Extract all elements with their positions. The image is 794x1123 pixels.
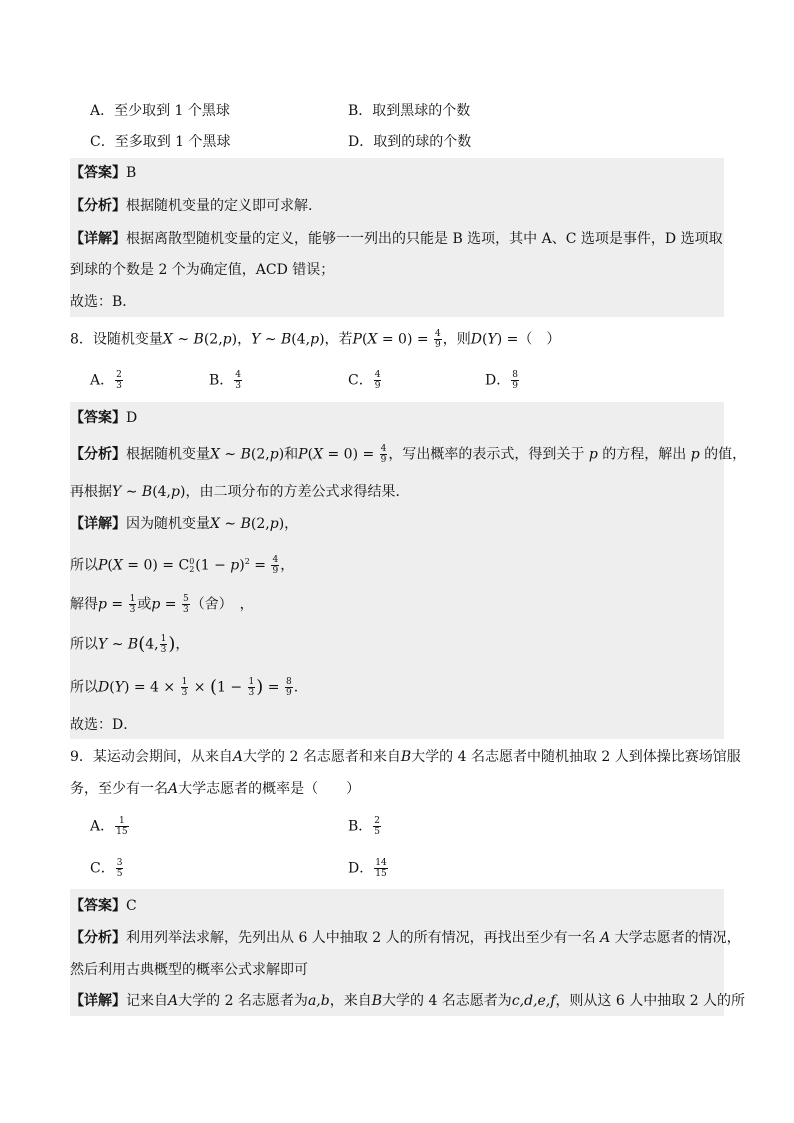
q8-option-c: C． $\frac{4}{9}$ bbox=[348, 370, 381, 391]
q9-option-d: D． $\frac{14}{15}$ bbox=[348, 858, 387, 879]
q7-answer bbox=[70, 163, 136, 183]
q7-option-d: D．取到的球的个数 bbox=[348, 134, 472, 150]
q8-detail-line5: 所以D(Y) = 4 × $\frac{1}{3}$ × (1 − $\frac{1}{3}$ ) = $\frac{8}{9}$ . bbox=[70, 676, 299, 698]
q9-stem-line2: 务，至少有一名A大学志愿者的概率是（ ） bbox=[70, 781, 361, 797]
answer-value: B bbox=[126, 165, 137, 181]
q8-answer: 【答案】D bbox=[70, 410, 138, 426]
q8-detail-line1: 【详解】因为随机变量X ∼ B(2,p)， bbox=[70, 516, 299, 532]
q7-detail-line1 bbox=[70, 229, 723, 249]
detail-text: 根据离散型随机变量的定义，能够一一列出的只能是 B 选项，其中 A、C 选项是事件，D 选项取 bbox=[126, 231, 723, 247]
analysis-tag: 【分析】 bbox=[70, 198, 126, 214]
answer-tag: 【答案】 bbox=[70, 165, 126, 181]
q7-option-c: C．至多取到 1 个黑球 bbox=[90, 134, 231, 150]
q9-analysis-line2: 然后利用古典概型的概率公式求解即可 bbox=[70, 962, 308, 978]
q8-analysis-line1: 【分析】根据随机变量X ∼ B(2,p)和P(X = 0) = $\frac{4}{9}$ ，写出概率的表示式，得到关于 p 的方程，解出 p 的值， bbox=[70, 444, 747, 465]
q7-analysis bbox=[70, 196, 312, 216]
q8-conclusion: 故选：D． bbox=[70, 717, 138, 733]
q9-answer: 【答案】C bbox=[70, 898, 137, 914]
q9-option-a: A． $\frac{1}{15}$ bbox=[90, 816, 128, 837]
q7-detail-line2: 到球的个数是 2 个为确定值，ACD 错误； bbox=[70, 262, 335, 278]
q8-option-d: D． $\frac{8}{9}$ bbox=[485, 370, 518, 391]
q9-option-c: C． $\frac{3}{5}$ bbox=[90, 858, 123, 879]
analysis-text: 根据随机变量的定义即可求解. bbox=[126, 198, 313, 214]
detail-tag: 【详解】 bbox=[70, 231, 126, 247]
fraction: $\frac{4}{9}$ bbox=[435, 329, 441, 350]
q7-option-a: A．至少取到 1 个黑球 bbox=[90, 103, 230, 119]
q8-stem: 8．设随机变量X ∼ B(2,p)，Y ∼ B(4,p)，若P(X = 0) = $\frac{4}{9}$ ，则D(Y) =（ ） bbox=[70, 329, 561, 350]
q8-detail-line3: 解得p = $\frac{1}{3}$ 或p = $\frac{5}{3}$ （舍） ， bbox=[70, 594, 254, 615]
q8-option-a: A． $\frac{2}{3}$ bbox=[90, 370, 122, 391]
q9-analysis-line1: 【分析】利用列举法求解，先列出从 6 人中抽取 2 人的所有情况，再找出至少有一名 A 大学志愿者的情况， bbox=[70, 930, 741, 946]
q8-option-b: B． $\frac{4}{3}$ bbox=[209, 370, 242, 391]
q8-detail-line4: 所以Y ∼ B(4, $\frac{1}{3}$ )， bbox=[70, 633, 190, 655]
q8-analysis-line2: 再根据Y ∼ B(4,p)，由二项分布的方差公式求得结果． bbox=[70, 484, 410, 500]
q7-conclusion: 故选：B． bbox=[70, 294, 137, 310]
q9-detail-line1: 【详解】记来自A大学的 2 名志愿者为a,b，来自B大学的 4 名志愿者为c,d,e,f，则从这 6 人中抽取 2 人的所 bbox=[70, 993, 746, 1009]
q9-stem-line1: 9．某运动会期间，从来自A大学的 2 名志愿者和来自B大学的 4 名志愿者中随机抽取 2 人到体操比赛场馆服 bbox=[70, 749, 741, 765]
q9-option-b: B． $\frac{2}{5}$ bbox=[348, 816, 381, 837]
q7-option-b: B．取到黑球的个数 bbox=[348, 103, 471, 119]
q8-detail-line2: 所以P(X = 0) = C 0 2 $(1 - p)^2$ = $\frac{4}{9}$ ， bbox=[70, 555, 295, 577]
